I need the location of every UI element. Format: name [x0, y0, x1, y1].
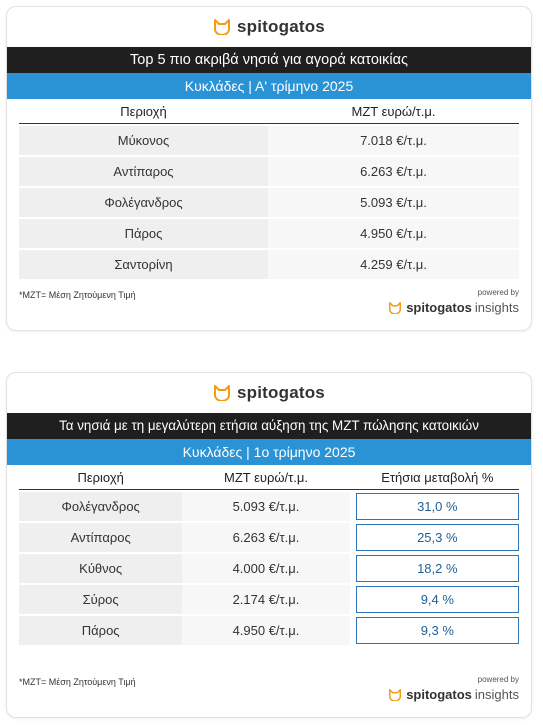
price-cell: 7.018 €/τ.μ. [268, 126, 519, 155]
header-area: Περιοχή [120, 103, 167, 119]
table-header [19, 465, 519, 490]
table-row [19, 126, 519, 155]
area-cell: Κύθνος [19, 554, 182, 583]
price-cell: 5.093 €/τ.μ. [182, 492, 349, 521]
table-row [19, 585, 519, 614]
powered-brand: spitogatos [406, 687, 472, 702]
change-cell: 9,3 % [356, 617, 519, 644]
price-cell: 6.263 €/τ.μ. [268, 157, 519, 186]
spitogatos-logo [7, 7, 531, 47]
cat-logo-icon [213, 385, 231, 401]
area-cell: Φολέγανδρος [19, 492, 182, 521]
cat-logo-icon [213, 19, 231, 35]
powered-by-label: powered by [477, 675, 519, 684]
price-cell: 2.174 €/τ.μ. [182, 585, 349, 614]
powered-brand: spitogatos [406, 300, 472, 315]
card-title: Top 5 πιο ακριβά νησιά για αγορά κατοικίας [7, 47, 531, 73]
area-cell: Αντίπαρος [19, 523, 182, 552]
table-row [19, 219, 519, 248]
area-cell: Πάρος [19, 616, 182, 645]
top5-expensive-card [6, 6, 532, 331]
change-cell: 9,4 % [356, 586, 519, 613]
brand-name: spitogatos [237, 383, 325, 402]
cat-logo-icon [388, 302, 402, 314]
powered-suffix: insights [474, 300, 519, 315]
area-cell: Σύρος [19, 585, 182, 614]
area-cell: Πάρος [19, 219, 268, 248]
card-subtitle: Κυκλάδες | Α' τρίμηνο 2025 [7, 73, 531, 99]
change-cell: 25,3 % [356, 524, 519, 551]
spitogatos-insights-logo [388, 300, 519, 315]
table-row [19, 157, 519, 186]
area-cell: Σαντορίνη [19, 250, 268, 279]
price-cell: 5.093 €/τ.μ. [268, 188, 519, 217]
spitogatos-insights-logo [388, 687, 519, 702]
table-row [19, 250, 519, 279]
price-cell: 4.259 €/τ.μ. [268, 250, 519, 279]
footnote: *ΜΖΤ= Μέση Ζητούμενη Τιμή [19, 290, 136, 300]
prices-table [19, 99, 519, 279]
change-cell: 18,2 % [356, 555, 519, 582]
area-cell: Μύκονος [19, 126, 268, 155]
increase-table [19, 465, 519, 645]
powered-suffix: insights [474, 687, 519, 702]
cat-logo-icon [388, 689, 402, 701]
area-cell: Φολέγανδρος [19, 188, 268, 217]
table-row [19, 492, 519, 521]
spitogatos-logo [7, 373, 531, 413]
header-price: ΜΖΤ ευρώ/τ.μ. [224, 469, 308, 485]
table-row [19, 554, 519, 583]
price-cell: 4.950 €/τ.μ. [268, 219, 519, 248]
card-footer [19, 675, 519, 709]
card-subtitle: Κυκλάδες | 1ο τρίμηνο 2025 [7, 439, 531, 465]
price-cell: 4.950 €/τ.μ. [182, 616, 349, 645]
table-row [19, 523, 519, 552]
brand-name: spitogatos [237, 17, 325, 36]
header-area: Περιοχή [77, 469, 124, 485]
area-cell: Αντίπαρος [19, 157, 268, 186]
header-price: ΜΖΤ ευρώ/τ.μ. [351, 103, 436, 119]
card-footer [19, 288, 519, 322]
table-header [19, 99, 519, 124]
card-title: Τα νησιά με τη μεγαλύτερη ετήσια αύξηση της ΜΖΤ πώλησης κατοικιών [7, 413, 531, 439]
annual-increase-card [6, 372, 532, 718]
powered-by-label: powered by [477, 288, 519, 297]
table-row [19, 616, 519, 645]
header-change: Ετήσια μεταβολή % [381, 469, 494, 485]
price-cell: 4.000 €/τ.μ. [182, 554, 349, 583]
table-row [19, 188, 519, 217]
footnote: *ΜΖΤ= Μέση Ζητούμενη Τιμή [19, 677, 136, 687]
change-cell: 31,0 % [356, 493, 519, 520]
price-cell: 6.263 €/τ.μ. [182, 523, 349, 552]
